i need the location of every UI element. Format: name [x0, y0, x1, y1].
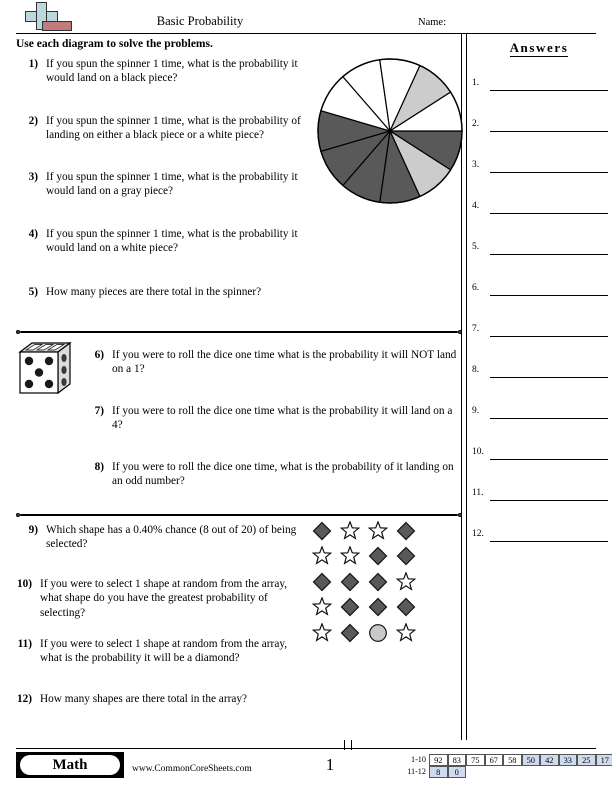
- answer-slot-4[interactable]: [472, 201, 608, 215]
- section-separator-1: [16, 330, 462, 334]
- shape-cell-diamond: [364, 569, 392, 595]
- answer-line-2[interactable]: [490, 131, 608, 132]
- shape-array-row: [308, 544, 420, 570]
- answers-heading-text: Answers: [509, 40, 569, 55]
- shape-cell-diamond: [308, 518, 336, 544]
- shape-cell-star: [336, 518, 364, 544]
- question-2-text: If you spun the spinner 1 time, what is the probability of landing on either a black piece or a white piece?: [46, 115, 301, 142]
- subject-badge: [16, 752, 124, 778]
- question-11-number: 11): [17, 638, 32, 650]
- score-cell: 67: [485, 754, 504, 766]
- score-row-label: 11-12: [407, 767, 426, 776]
- diamond-icon: [340, 623, 360, 643]
- diamond-icon: [340, 572, 360, 592]
- question-1: [16, 57, 316, 86]
- name-label: Name:: [418, 17, 446, 28]
- dice-diagram: [16, 340, 74, 398]
- question-5-text: How many pieces are there total in the spinner?: [46, 286, 262, 298]
- score-cell: 92: [429, 754, 448, 766]
- question-1-text: If you spun the spinner 1 time, what is the probability it would land on a black piece?: [46, 58, 298, 85]
- answer-number-3: 3.: [472, 160, 480, 170]
- page-number: 1: [325, 755, 335, 774]
- diamond-icon: [396, 597, 416, 617]
- question-4-number: 4): [28, 228, 38, 240]
- score-cell: 0: [448, 766, 467, 778]
- answer-line-11[interactable]: [490, 500, 608, 501]
- answer-slot-10[interactable]: [472, 447, 608, 461]
- diamond-icon: [368, 572, 388, 592]
- answer-number-10: 10.: [472, 447, 484, 457]
- score-cell: 75: [466, 754, 485, 766]
- shape-array-diagram: [308, 518, 420, 646]
- answer-line-6[interactable]: [490, 295, 608, 296]
- shape-cell-star: [364, 518, 392, 544]
- question-12: [10, 692, 330, 706]
- shape-array-row: [308, 620, 420, 646]
- answer-number-2: 2.: [472, 119, 480, 129]
- footer-divider: [16, 748, 596, 749]
- diamond-icon: [368, 597, 388, 617]
- diamond-icon: [340, 597, 360, 617]
- question-6-text: If you were to roll the dice one time what is the probability it will NOT land on a 1?: [112, 349, 457, 376]
- question-10-text: If you were to select 1 shape at random from the array, what shape do you have the greatest probability of selecting?: [40, 578, 288, 619]
- answer-slot-9[interactable]: [472, 406, 608, 420]
- answer-number-12: 12.: [472, 529, 484, 539]
- score-cell: 17: [596, 754, 612, 766]
- answer-slot-2[interactable]: [472, 119, 608, 133]
- answer-line-12[interactable]: [490, 541, 608, 542]
- answer-slot-6[interactable]: [472, 283, 608, 297]
- answer-slot-5[interactable]: [472, 242, 608, 256]
- question-11: [10, 637, 304, 666]
- question-7: [82, 404, 457, 433]
- question-9: [16, 523, 298, 552]
- score-row-11-12: [398, 766, 612, 778]
- answer-line-8[interactable]: [490, 377, 608, 378]
- star-icon: [340, 546, 360, 566]
- question-6: [82, 348, 457, 377]
- question-10-number: 10): [16, 578, 32, 590]
- shape-array-row: [308, 518, 420, 544]
- question-1-number: 1): [28, 58, 38, 70]
- question-2-number: 2): [28, 115, 38, 127]
- page-header: [0, 0, 612, 34]
- shape-cell-star: [392, 620, 420, 646]
- answer-line-3[interactable]: [490, 172, 608, 173]
- answer-line-1[interactable]: [490, 90, 608, 91]
- star-icon: [312, 597, 332, 617]
- diamond-icon: [312, 521, 332, 541]
- shape-cell-diamond: [336, 620, 364, 646]
- answer-slot-3[interactable]: [472, 160, 608, 174]
- diamond-icon: [396, 546, 416, 566]
- star-icon: [312, 623, 332, 643]
- question-12-number: 12): [16, 693, 32, 705]
- shape-cell-star: [308, 620, 336, 646]
- shape-array-row: [308, 569, 420, 595]
- score-cell: 58: [503, 754, 522, 766]
- shape-array-row: [308, 595, 420, 621]
- spinner-diagram: [316, 57, 464, 205]
- shape-cell-diamond: [336, 595, 364, 621]
- answer-number-6: 6.: [472, 283, 480, 293]
- header-divider: [16, 33, 596, 34]
- question-7-text: If you were to roll the dice one time what is the probability it will land on a 4?: [112, 405, 453, 432]
- answer-line-9[interactable]: [490, 418, 608, 419]
- answer-slot-7[interactable]: [472, 324, 608, 338]
- question-4-text: If you spun the spinner 1 time, what is the probability it would land on a white piece?: [46, 228, 298, 255]
- score-row-label: 1-10: [410, 755, 426, 764]
- circle-icon: [368, 623, 388, 643]
- answer-number-7: 7.: [472, 324, 480, 334]
- answer-line-10[interactable]: [490, 459, 608, 460]
- answer-number-1: 1.: [472, 78, 480, 88]
- answer-line-4[interactable]: [490, 213, 608, 214]
- star-icon: [312, 546, 332, 566]
- answer-slot-1[interactable]: [472, 78, 608, 92]
- question-6-number: 6): [94, 349, 104, 361]
- dice-svg: [16, 340, 74, 398]
- question-8-text: If you were to roll the dice one time, what is the probability of it landing on an odd number?: [112, 461, 454, 488]
- question-3-text: If you spun the spinner 1 time, what is the probability it would land on a gray piece?: [46, 171, 298, 198]
- answers-heading: [466, 40, 612, 56]
- question-3: [16, 170, 316, 199]
- section-separator-2: [16, 513, 462, 517]
- score-grid: [398, 754, 612, 778]
- question-11-text: If you were to select 1 shape at random from the array, what is the probability it will be a diamond?: [40, 638, 288, 665]
- question-10: [10, 577, 304, 620]
- star-icon: [396, 623, 416, 643]
- shape-cell-diamond: [392, 544, 420, 570]
- spinner-svg: [316, 57, 464, 205]
- question-4: [16, 227, 316, 256]
- directions-text: Use each diagram to solve the problems.: [16, 38, 213, 50]
- star-icon: [396, 572, 416, 592]
- question-9-number: 9): [28, 524, 38, 536]
- answer-slot-11[interactable]: [472, 488, 608, 502]
- shape-cell-star: [392, 569, 420, 595]
- score-row-1-10: [398, 754, 612, 766]
- subject-badge-label: Math: [20, 755, 120, 775]
- question-2: [16, 114, 316, 143]
- shape-cell-diamond: [364, 595, 392, 621]
- shape-cell-circle: [364, 620, 392, 646]
- score-cell: 33: [559, 754, 578, 766]
- shape-cell-diamond: [308, 569, 336, 595]
- answer-line-7[interactable]: [490, 336, 608, 337]
- question-8: [82, 460, 457, 489]
- score-cell: 50: [522, 754, 541, 766]
- score-cell: 42: [540, 754, 559, 766]
- question-12-text: How many shapes are there total in the array?: [40, 693, 248, 705]
- shape-cell-diamond: [392, 518, 420, 544]
- question-5-number: 5): [28, 286, 38, 298]
- answers-column-divider-inner: [466, 34, 467, 740]
- question-7-number: 7): [94, 405, 104, 417]
- diamond-icon: [368, 546, 388, 566]
- diamond-icon: [396, 521, 416, 541]
- answer-number-5: 5.: [472, 242, 480, 252]
- shape-cell-diamond: [336, 569, 364, 595]
- answer-number-9: 9.: [472, 406, 480, 416]
- score-cell: 25: [577, 754, 596, 766]
- shape-cell-star: [336, 544, 364, 570]
- answer-number-11: 11.: [472, 488, 484, 498]
- shape-cell-star: [308, 544, 336, 570]
- answer-line-5[interactable]: [490, 254, 608, 255]
- page-title: Basic Probability: [156, 14, 244, 28]
- star-icon: [340, 521, 360, 541]
- question-3-number: 3): [28, 171, 38, 183]
- answer-slot-8[interactable]: [472, 365, 608, 379]
- question-5: [16, 285, 326, 299]
- question-8-number: 8): [94, 461, 104, 473]
- website-url: www.CommonCoreSheets.com: [132, 764, 252, 774]
- answer-number-8: 8.: [472, 365, 480, 375]
- question-9-text: Which shape has a 0.40% chance (8 out of 20) of being selected?: [46, 524, 297, 551]
- shape-cell-diamond: [392, 595, 420, 621]
- shape-cell-diamond: [364, 544, 392, 570]
- score-cell: 8: [429, 766, 448, 778]
- star-icon: [368, 521, 388, 541]
- score-cell: 83: [448, 754, 467, 766]
- diamond-icon: [312, 572, 332, 592]
- answer-number-4: 4.: [472, 201, 480, 211]
- answer-slot-12[interactable]: [472, 529, 608, 543]
- shape-cell-star: [308, 595, 336, 621]
